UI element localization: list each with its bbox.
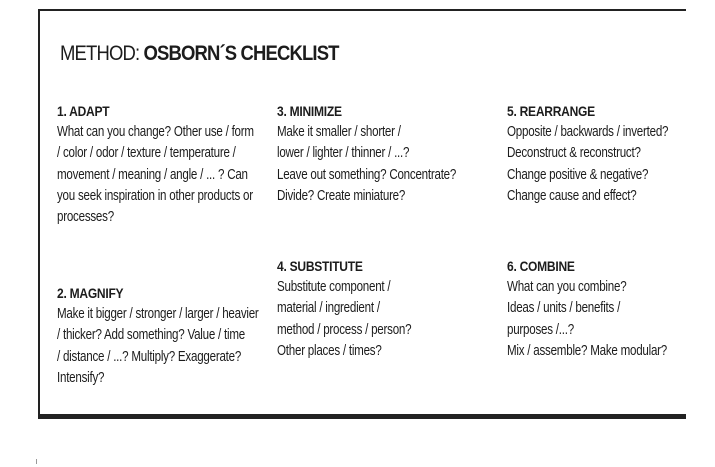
section-line: Divide? Create miniature?	[277, 187, 406, 204]
section-line: / color / odor / texture / temperature /	[57, 145, 236, 162]
section-line: processes?	[57, 209, 114, 226]
section-line: Make it smaller / shorter /	[277, 124, 401, 140]
section-line: purposes /...?	[507, 321, 574, 338]
title-main: OSBORN´S CHECKLIST	[143, 41, 339, 65]
section-line: Other places / times?	[277, 342, 382, 359]
section-title: 4. SUBSTITUTE	[277, 258, 363, 274]
title-prefix: METHOD:	[60, 41, 144, 65]
section-line: Change cause and effect?	[507, 187, 637, 204]
section-line: method / process / person?	[277, 321, 412, 338]
section-line: Substitute component /	[277, 279, 391, 295]
section-line: Ideas / units / benefits /	[507, 300, 621, 317]
section-line: you seek inspiration in other products or	[57, 187, 253, 204]
section-line: Leave out something? Concentrate?	[277, 166, 457, 183]
section-line: What can you change? Other use / form	[57, 124, 254, 140]
section-minimize	[277, 101, 501, 207]
section-adapt	[57, 101, 303, 228]
section-line: Mix / assemble? Make modular?	[507, 342, 668, 359]
section-line: Opposite / backwards / inverted?	[507, 124, 669, 140]
section-line: Intensify?	[57, 369, 105, 386]
section-line: lower / lighter / thinner / ...?	[277, 145, 410, 162]
section-line: What can you combine?	[507, 279, 627, 295]
section-line: Deconstruct & reconstruct?	[507, 145, 641, 162]
section-line: Change positive & negative?	[507, 166, 649, 183]
checklist-card	[38, 9, 686, 419]
section-line: movement / meaning / angle / ... ? Can	[57, 166, 248, 183]
section-substitute	[277, 256, 445, 362]
section-title: 6. COMBINE	[507, 258, 575, 274]
section-combine	[507, 256, 707, 362]
section-rearrange	[507, 101, 709, 207]
section-line: / distance / ...? Multiply? Exaggerate?	[57, 348, 242, 365]
section-line: Make it bigger / stronger / larger / heavier	[57, 306, 259, 322]
section-title: 2. MAGNIFY	[57, 285, 124, 301]
stray-mark	[36, 459, 37, 464]
section-line: / thicker? Add something? Value / time	[57, 327, 245, 344]
section-line: material / ingredient /	[277, 300, 380, 317]
section-magnify	[57, 283, 309, 389]
page-title	[60, 41, 339, 65]
section-title: 5. REARRANGE	[507, 103, 595, 119]
section-title: 1. ADAPT	[57, 103, 110, 119]
section-title: 3. MINIMIZE	[277, 103, 342, 119]
